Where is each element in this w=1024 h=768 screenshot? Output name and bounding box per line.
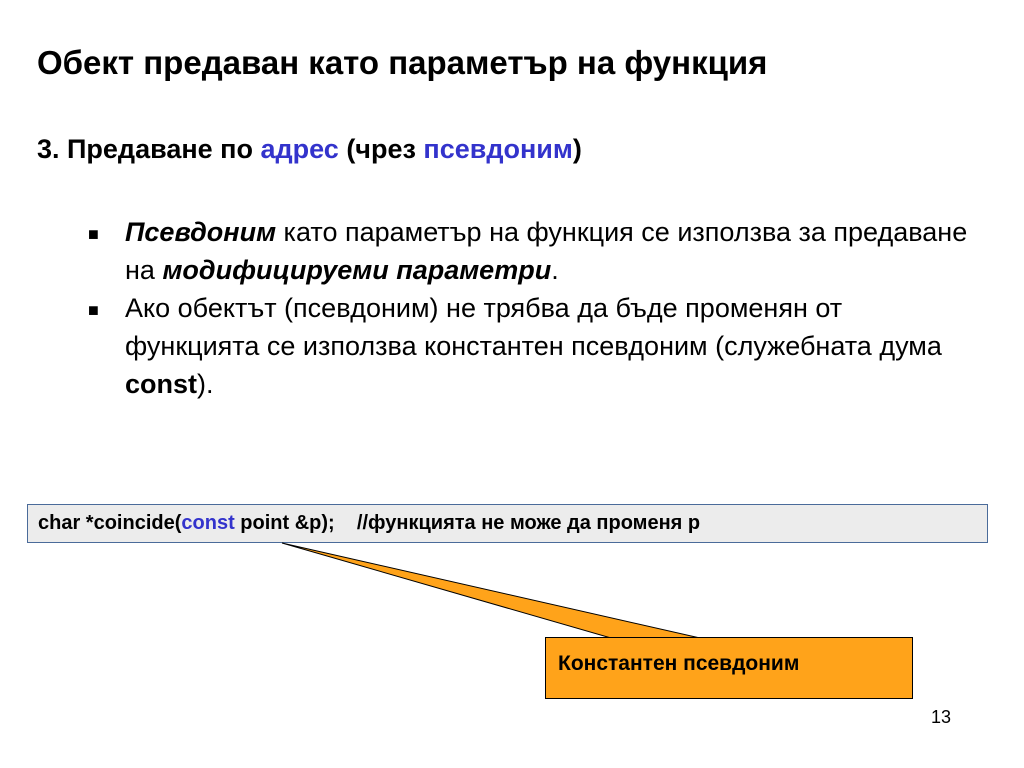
callout-box <box>545 637 913 699</box>
subtitle-alias-word: псевдоним <box>423 134 573 164</box>
bullet-1-end: . <box>551 255 559 285</box>
bullet-2-keyword: const <box>125 369 198 399</box>
bullet-1-emphasis: модифицируеми параметри <box>162 255 552 285</box>
bullet-1-lead: Псевдоним <box>125 217 277 247</box>
page-number: 13 <box>931 707 952 727</box>
subtitle-suffix: ) <box>572 134 582 164</box>
code-after: point &p); //функцията не може да променя p <box>234 512 701 534</box>
subtitle-prefix: 3. Предаване по <box>37 134 261 164</box>
callout-arrow-shape <box>282 543 700 638</box>
bullet-2-end: ). <box>197 369 214 399</box>
callout-label: Константен псевдоним <box>558 652 800 675</box>
square-bullet-icon: ■ <box>88 300 99 320</box>
code-before: char *coincide( <box>38 512 182 534</box>
bullet-1-text: като параметър на функция се използва за предаване на <box>125 217 968 285</box>
subtitle-mid: (чрез <box>338 134 424 164</box>
code-const-keyword: const <box>181 512 235 534</box>
subtitle-address-word: адрес <box>260 134 339 164</box>
bullet-2-text: Ако обектът (псевдоним) не трябва да бъде променян от функцията се използва константен псевдоним (служебната дума <box>125 293 942 361</box>
slide-title: Обект предаван като параметър на функция <box>37 44 768 81</box>
square-bullet-icon: ■ <box>88 224 99 244</box>
